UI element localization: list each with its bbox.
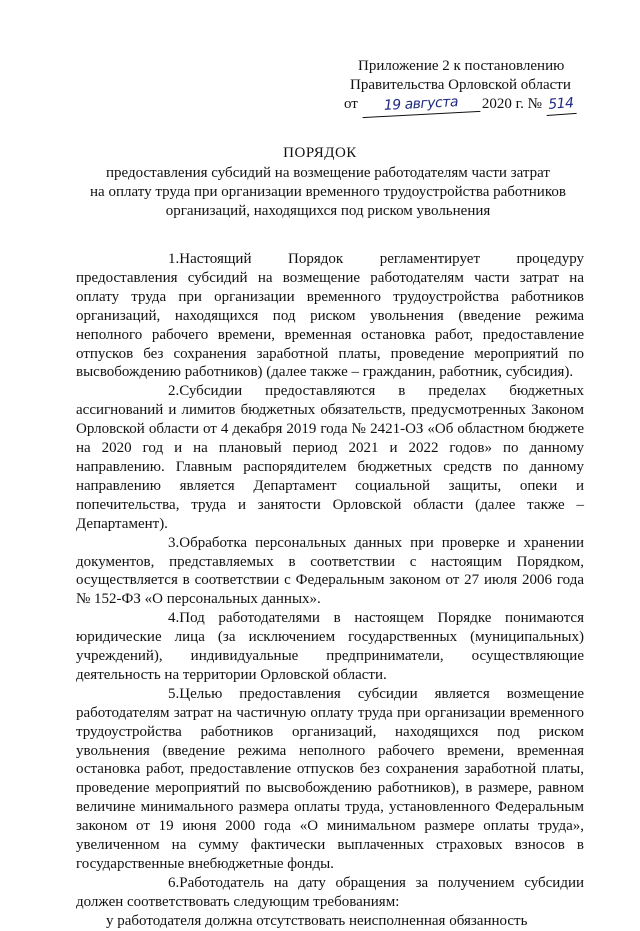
paragraph-2 [76, 382, 584, 533]
paragraph-1 [76, 250, 584, 382]
paragraph-text: у работодателя должна отсутствовать неисполненная обязанность [106, 912, 528, 929]
paragraph-number: 4. [168, 610, 180, 627]
paragraph-number: 2. [168, 383, 180, 400]
paragraph-6 [76, 874, 584, 912]
handwritten-date: 19 августа [361, 92, 480, 118]
subtitle-line-2: на оплату труда при организации временного трудоустройства работников [90, 184, 566, 200]
date-prefix: от [344, 96, 358, 112]
paragraph-text: Обработка персональных данных при проверке и хранении документов, представляемых в соответствии с настоящим Порядком, осуществляется в соответствии с Федеральным законом от 27 июля 2006 года № 152-ФЗ «О персональных данных». [76, 534, 584, 608]
paragraph-4 [76, 609, 584, 685]
paragraph-number: 5. [168, 685, 180, 702]
document-body [76, 250, 584, 931]
subtitle-line-1: предоставления субсидий на возмещение работодателям части затрат [106, 165, 550, 181]
appendix-line-2: Правительства Орловской области [350, 77, 571, 93]
paragraph-text: Субсидии предоставляются в пределах бюджетных ассигнований и лимитов бюджетных обязательств, предусмотренных Законом Орловской области от 4 декабря 2019 года № 2421-ОЗ «Об областном бюджете на 2020 год и на плановый период 2021 и 2022 годов» по данному направлению. Главным распорядителем бюджетных средств по данному направлению является Департамент социальной защиты, опеки и попечительства, труда и занятости Орловской области (далее также – Департамент). [76, 383, 584, 532]
paragraph-number: 1. [168, 251, 180, 267]
appendix-line-1: Приложение 2 к постановлению [358, 58, 565, 74]
paragraph-3 [76, 534, 584, 610]
subtitle-line-3: организаций, находящихся под риском увольнения [165, 203, 491, 219]
paragraph-text: Работодатель на дату обращения за получением субсидии должен соответствовать следующим требованиям: [76, 874, 584, 910]
document-subtitle [78, 164, 578, 221]
handwritten-number: 514 [545, 94, 576, 116]
document-title: ПОРЯДОК [283, 145, 357, 161]
paragraph-5 [76, 685, 584, 874]
paragraph-number: 6. [168, 874, 180, 891]
paragraph-text: Целью предоставления субсидии является возмещение работодателям затрат на частичную оплату труда при организации временного трудоустройства работников организаций, находящихся под риском увольнения (введение режима неполного рабочего времени, временная остановка работ, предоставление отпусков без сохранения заработной платы, проведение мероприятий по высвобождению работников), в размере, равном величине минимального размера оплаты труда, установленного Федеральным законом от 19 июня 2000 года «О минимальном размере оплаты труда», увеличенном на сумму фактически выплаченных страховых взносов в государственные внебюджетные фонды. [76, 685, 584, 872]
paragraph-6-subitem [76, 912, 584, 931]
paragraph-number: 3. [168, 534, 180, 551]
year-and-number-label: 2020 г. № [481, 96, 542, 112]
paragraph-text: Под работодателями в настоящем Порядке понимаются юридические лица (за исключением государственных (муниципальных) учреждений), индивидуальные предприниматели, осуществляющие деятельность на территории Орловской области. [76, 610, 584, 683]
paragraph-text: Настоящий Порядок регламентирует процедуру предоставления субсидий на возмещение работодателям части затрат на оплату труда при организации временного трудоустройства работников организаций, находящихся под риском увольнения (введение режима неполного рабочего времени, временная остановка работ, предоставление отпусков без сохранения заработной платы, проведение мероприятий по высвобождению работников) (далее также – гражданин, работник, субсидия). [76, 251, 584, 381]
appendix-date-line [344, 95, 594, 115]
appendix-header [344, 57, 594, 115]
